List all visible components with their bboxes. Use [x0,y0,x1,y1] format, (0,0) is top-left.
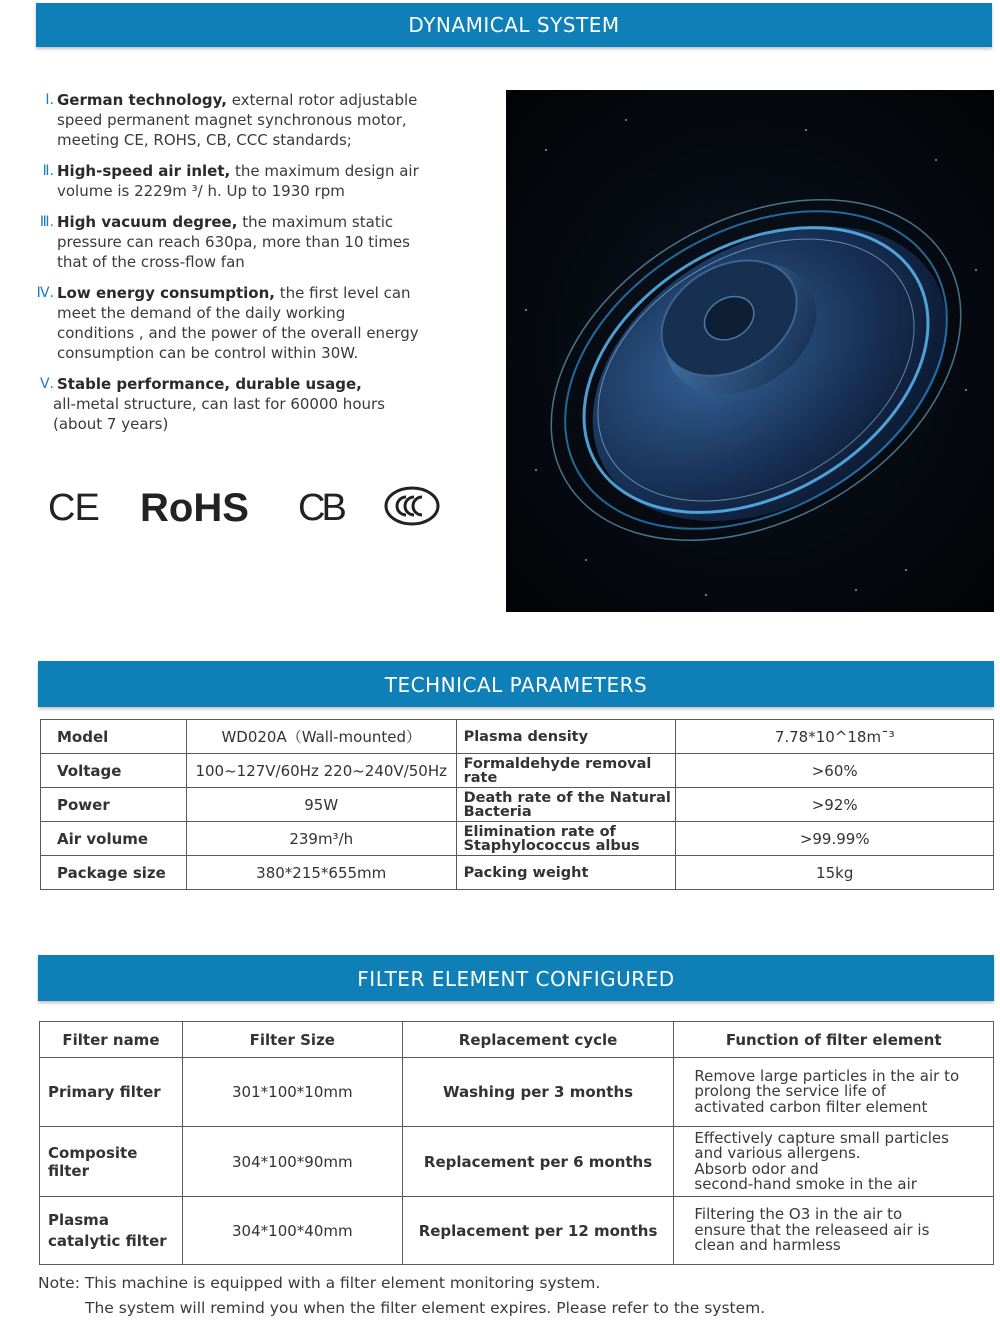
param-name: Air volume [41,822,187,856]
motor-illustration [506,90,994,612]
param-value: >99.99% [676,822,994,856]
filter-name: Composite filter [40,1127,183,1197]
roman-numeral: Ⅴ. [39,376,54,392]
roman-numeral: Ⅳ. [36,285,54,301]
column-header: Function of filter element [674,1022,994,1058]
param-value: 15kg [676,856,994,890]
table-row [41,822,994,856]
feature-heading: German technology, [57,91,227,109]
table-row [40,1197,994,1265]
param-name: Plasma density [456,720,676,754]
table-row [41,754,994,788]
feature-item: Ⅴ. Stable performance, durable usage, all-metal structure, can last for 60000 hours (about 7 years) [26,374,466,434]
param-name: Voltage [41,754,187,788]
param-name: Formaldehyde removal rate [456,754,676,788]
param-name: Death rate of the Natural Bacteria [456,788,676,822]
cb-logo-icon: CB [298,487,343,529]
section-title: TECHNICAL PARAMETERS [384,673,648,697]
dynamical-system-header [36,3,992,47]
table-header-row [40,1022,994,1058]
param-value: 100~127V/60Hz 220~240V/50Hz [186,754,456,788]
column-header: Replacement cycle [402,1022,674,1058]
roman-numeral: Ⅰ. [45,92,54,108]
param-value: 95W [186,788,456,822]
param-value: >60% [676,754,994,788]
filter-size: 304*100*40mm [182,1197,402,1265]
replacement-cycle: Replacement per 6 months [402,1127,674,1197]
replacement-cycle: Replacement per 12 months [402,1197,674,1265]
filter-name: Plasma catalytic filter [40,1197,183,1265]
param-value: >92% [676,788,994,822]
param-value: 7.78*10^18m¯³ [676,720,994,754]
feature-item: Ⅱ. High-speed air inlet, the maximum design air volume is 2229m ³/ h. Up to 1930 rpm [26,161,466,201]
feature-heading: Stable performance, durable usage, [57,375,362,393]
filter-size: 304*100*90mm [182,1127,402,1197]
param-name: Package size [41,856,187,890]
table-row [41,856,994,890]
filter-element-header [38,955,994,1001]
column-header: Filter Size [182,1022,402,1058]
table-row [41,788,994,822]
feature-item: Ⅲ. High vacuum degree, the maximum static pressure can reach 630pa, more than 10 times that of the cross-flow fan [26,212,466,272]
technical-parameters-table [40,719,994,890]
section-title: FILTER ELEMENT CONFIGURED [357,967,675,991]
note-line: The system will remind you when the filter element expires. Please refer to the system. [85,1299,766,1317]
filter-name: Primary filter [40,1058,183,1127]
section-title: DYNAMICAL SYSTEM [408,13,620,37]
filter-function: Effectively capture small particles and various allergens. Absorb odor and second-hand smoke in the air [674,1127,994,1197]
param-value: 239m³/h [186,822,456,856]
note-line: Note: This machine is equipped with a filter element monitoring system. [38,1274,601,1292]
feature-heading: High-speed air inlet, [57,162,231,180]
ce-logo-icon: CE [48,487,99,529]
roman-numeral: Ⅱ. [42,163,54,179]
param-value: WD020A（Wall-mounted） [186,720,456,754]
param-name: Packing weight [456,856,676,890]
feature-item: Ⅳ. Low energy consumption, the first level can meet the demand of the daily working conditions , and the power of the overall energy consumption can be control within 30W. [26,283,466,363]
replacement-cycle: Washing per 3 months [402,1058,674,1127]
feature-heading: Low energy consumption, [57,284,275,302]
ccc-logo-icon [384,484,440,528]
filter-size: 301*100*10mm [182,1058,402,1127]
filter-function: Filtering the O3 in the air to ensure that the releaseed air is clean and harmless [674,1197,994,1265]
filter-function: Remove large particles in the air to prolong the service life of activated carbon filter element [674,1058,994,1127]
feature-list [26,90,466,445]
feature-item: Ⅰ. German technology, external rotor adjustable speed permanent magnet synchronous motor, meeting CE, ROHS, CB, CCC standards; [26,90,466,150]
table-row [41,720,994,754]
param-name: Model [41,720,187,754]
certification-logos [48,484,468,534]
table-row [40,1127,994,1197]
roman-numeral: Ⅲ. [39,214,54,230]
param-name: Elimination rate of Staphylococcus albus [456,822,676,856]
filter-element-table [39,1021,994,1265]
rohs-logo-icon: RoHS [140,486,249,530]
table-row [40,1058,994,1127]
motor-image [506,90,994,612]
param-value: 380*215*655mm [186,856,456,890]
technical-parameters-header [38,661,994,707]
param-name: Power [41,788,187,822]
column-header: Filter name [40,1022,183,1058]
feature-heading: High vacuum degree, [57,213,238,231]
